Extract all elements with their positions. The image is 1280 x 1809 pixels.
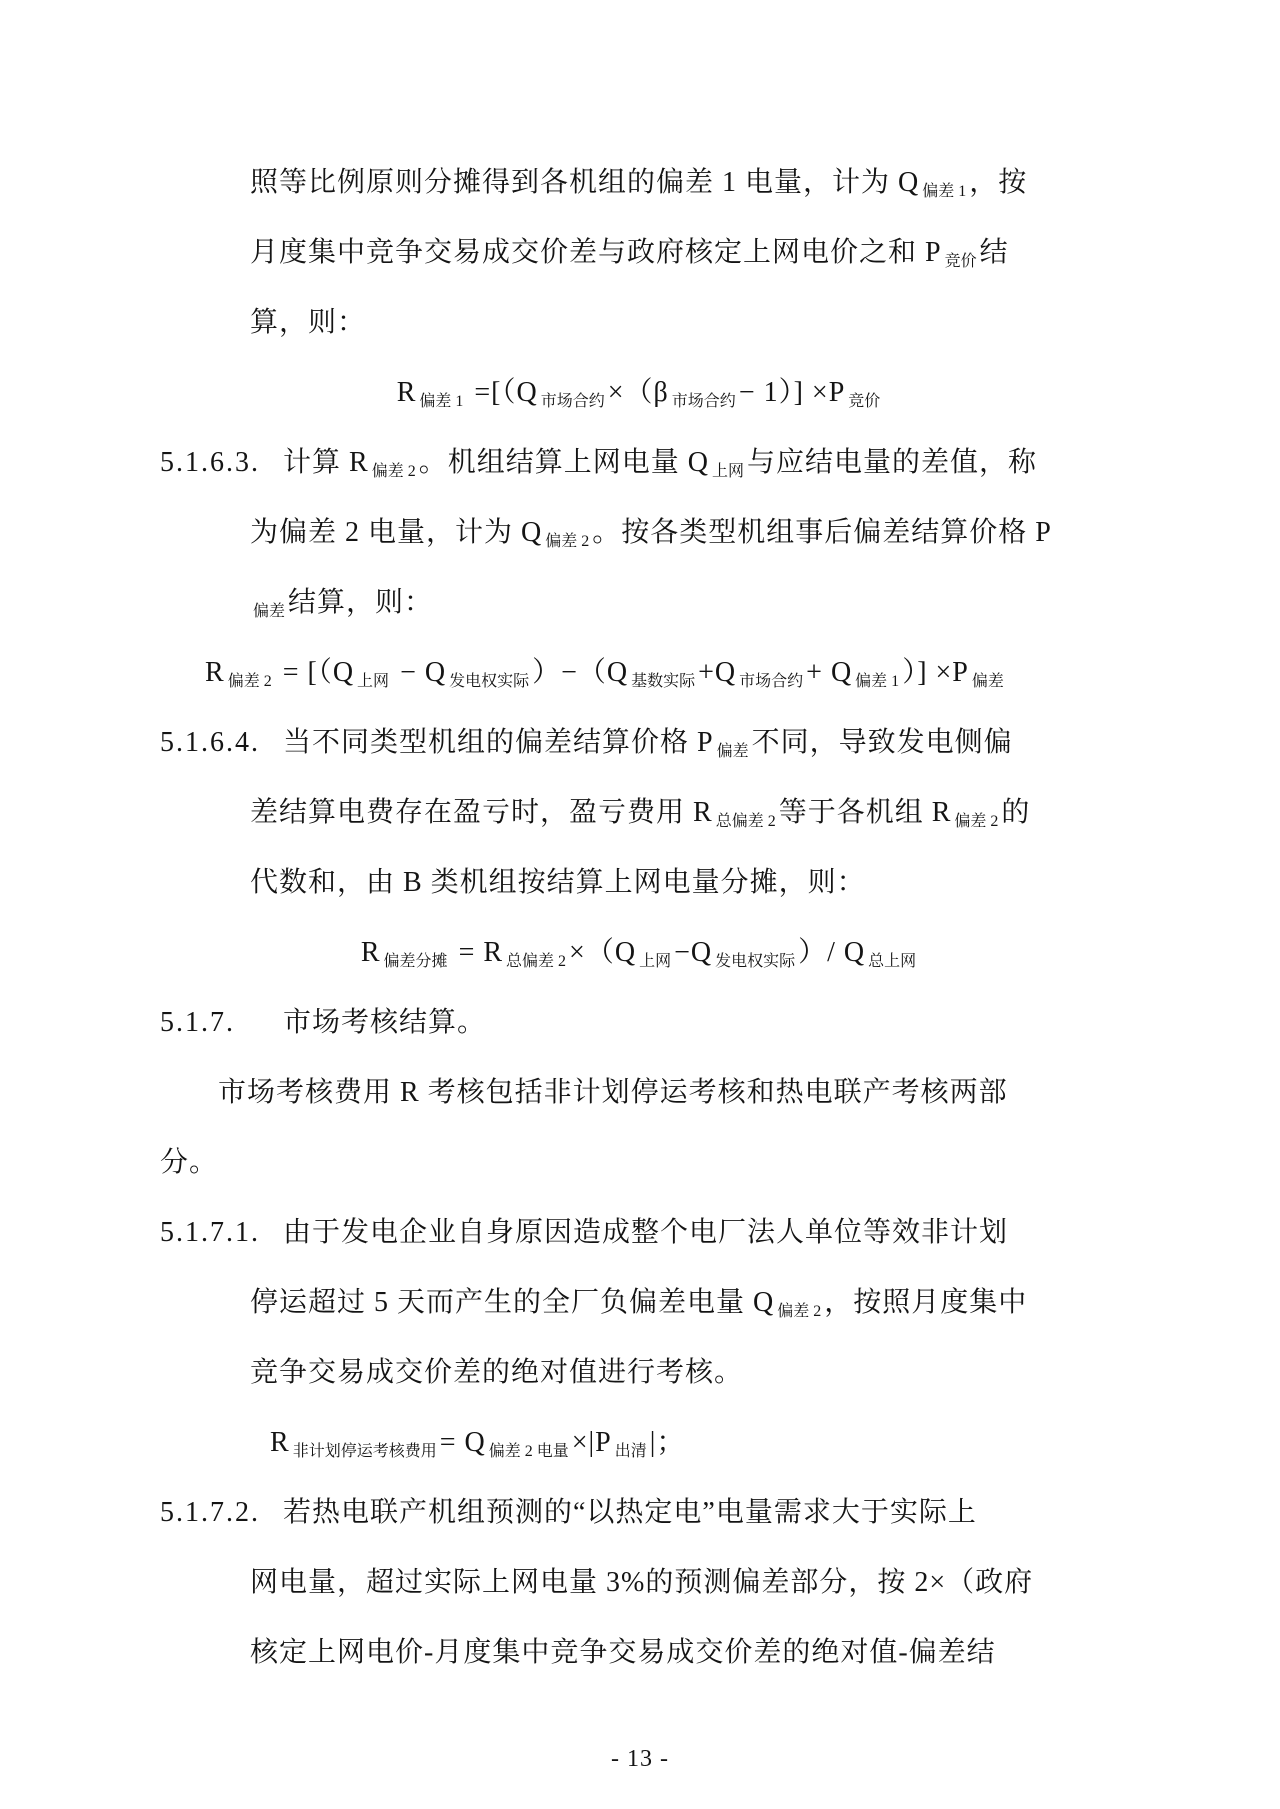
text-line — [160, 848, 1120, 918]
text-run: ×（Q — [569, 937, 637, 968]
text-run: ，按照月度集中 — [824, 1287, 1028, 1318]
subscript-run: 偏差 — [971, 673, 1004, 690]
subscript-run: 出清 — [614, 1443, 647, 1460]
text-run: ×|P — [571, 1427, 612, 1458]
text-run: 若热电联产机组预测的“以热定电”电量需求大于实际上 — [283, 1497, 977, 1528]
text-run: 为偏差 2 电量，计为 Q — [250, 517, 543, 548]
section-line — [160, 708, 1120, 778]
subscript-run: 总上网 — [868, 953, 917, 970]
text-run: 。机组结算上网电量 Q — [418, 447, 709, 478]
page-number: - 13 - — [611, 1746, 669, 1772]
text-run: 。按各类型机组事后偏差结算价格 P — [592, 517, 1052, 548]
text-line — [160, 568, 1120, 638]
section-line — [160, 1478, 1120, 1548]
text-run: ×（β — [607, 377, 669, 408]
subscript-run: 非计划停运考核费用 — [292, 1443, 437, 1460]
subscript-run: 偏差 2 — [777, 1303, 822, 1320]
text-run: − Q — [392, 657, 447, 688]
text-line — [160, 778, 1120, 848]
text-run: ，按 — [969, 167, 1028, 198]
subscript-run: 市场合约 — [540, 393, 605, 410]
text-run: 算，则： — [250, 307, 367, 338]
subscript-run: 总偏差 2 — [715, 813, 776, 830]
text-run: R — [360, 937, 381, 968]
subscript-run: 市场合约 — [671, 393, 736, 410]
text-run: 照等比例原则分摊得到各机组的偏差 1 电量，计为 Q — [250, 167, 920, 198]
text-run: 市场考核费用 R 考核包括非计划停运考核和热电联产考核两部 — [218, 1077, 1008, 1108]
text-run: R — [270, 1427, 290, 1458]
subscript-run: 竞价 — [848, 393, 881, 410]
text-line — [160, 1338, 1120, 1408]
text-line — [160, 358, 1120, 428]
text-line — [160, 288, 1120, 358]
text-run: 由于发电企业自身原因造成整个电厂法人单位等效非计划 — [283, 1217, 1009, 1248]
subscript-run: 上网 — [639, 953, 672, 970]
text-run: 差结算电费存在盈亏时，盈亏费用 R — [250, 797, 713, 828]
subscript-run: 偏差 — [253, 603, 286, 620]
subscript-run: 偏差分摊 — [383, 953, 448, 970]
text-run: 等于各机组 R — [778, 797, 952, 828]
text-line — [160, 638, 1120, 708]
text-run: ）−（Q — [532, 657, 629, 688]
text-line — [160, 1408, 1120, 1478]
text-run: 竞争交易成交价差的绝对值进行考核。 — [250, 1357, 744, 1388]
text-line — [160, 1548, 1120, 1618]
text-line — [160, 1058, 1120, 1128]
subscript-run: 上网 — [711, 463, 744, 480]
section-line — [160, 1198, 1120, 1268]
subscript-run: 偏差 1 — [922, 183, 967, 200]
text-run: = [（Q — [274, 657, 355, 688]
text-run: 网电量，超过实际上网电量 3%的预测偏差部分，按 2×（政府 — [250, 1567, 1034, 1598]
subscript-run: 总偏差 2 — [506, 953, 567, 970]
subscript-run: 偏差 2 — [545, 533, 590, 550]
subscript-run: 偏差 1 — [419, 393, 464, 410]
text-run: − 1）] ×P — [738, 377, 846, 408]
text-run: 市场考核结算。 — [283, 1007, 487, 1038]
text-run: R — [396, 377, 417, 408]
section-number: 5.1.7.2. — [160, 1497, 260, 1528]
text-run: =[（Q — [466, 377, 538, 408]
section-line — [160, 428, 1120, 498]
text-line — [160, 1268, 1120, 1338]
text-run: = R — [450, 937, 504, 968]
section-number: 5.1.7. — [160, 1007, 235, 1038]
text-run: 当不同类型机组的偏差结算价格 P — [283, 727, 714, 758]
text-run: 停运超过 5 天而产生的全厂负偏差电量 Q — [250, 1287, 775, 1318]
subscript-run: 偏差 1 — [855, 673, 900, 690]
section-number: 5.1.6.4. — [160, 727, 260, 758]
text-run: ）] ×P — [902, 657, 969, 688]
text-line — [160, 1128, 1120, 1198]
text-run: 的 — [1001, 797, 1031, 828]
text-run: 计算 R — [283, 447, 369, 478]
text-run: −Q — [674, 937, 713, 968]
text-run: 与应结电量的差值，称 — [746, 447, 1037, 478]
subscript-run: 偏差 — [716, 743, 749, 760]
text-run: +Q — [698, 657, 737, 688]
text-run: ）/ Q — [798, 937, 866, 968]
subscript-run: 发电权实际 — [449, 673, 530, 690]
text-line — [160, 148, 1120, 218]
text-line — [160, 1618, 1120, 1688]
text-run: 核定上网电价-月度集中竞争交易成交价差的绝对值-偏差结 — [250, 1637, 996, 1668]
text-run: 结 — [979, 237, 1009, 268]
text-line — [160, 498, 1120, 568]
subscript-run: 市场合约 — [739, 673, 804, 690]
subscript-run: 基数实际 — [631, 673, 696, 690]
text-line — [160, 218, 1120, 288]
subscript-run: 上网 — [357, 673, 390, 690]
text-run: 月度集中竞争交易成交价差与政府核定上网电价之和 P — [250, 237, 942, 268]
subscript-run: 偏差 2 — [954, 813, 999, 830]
section-line — [160, 988, 1120, 1058]
text-run: 分。 — [160, 1147, 219, 1178]
subscript-run: 偏差 2 — [371, 463, 416, 480]
text-run: = Q — [439, 1427, 486, 1458]
text-run: |； — [649, 1427, 686, 1458]
subscript-run: 偏差 2 电量 — [488, 1443, 569, 1460]
document-body — [160, 148, 1120, 1688]
text-run: 代数和，由 B 类机组按结算上网电量分摊，则： — [250, 867, 866, 898]
text-line — [160, 918, 1120, 988]
subscript-run: 竞价 — [944, 253, 977, 270]
section-number: 5.1.7.1. — [160, 1217, 260, 1248]
text-run: 结算，则： — [288, 587, 434, 618]
section-number: 5.1.6.3. — [160, 447, 260, 478]
text-run: + Q — [806, 657, 853, 688]
text-run: R — [205, 657, 225, 688]
text-run: 不同，导致发电侧偏 — [751, 727, 1013, 758]
subscript-run: 偏差 2 — [227, 673, 272, 690]
subscript-run: 发电权实际 — [715, 953, 796, 970]
